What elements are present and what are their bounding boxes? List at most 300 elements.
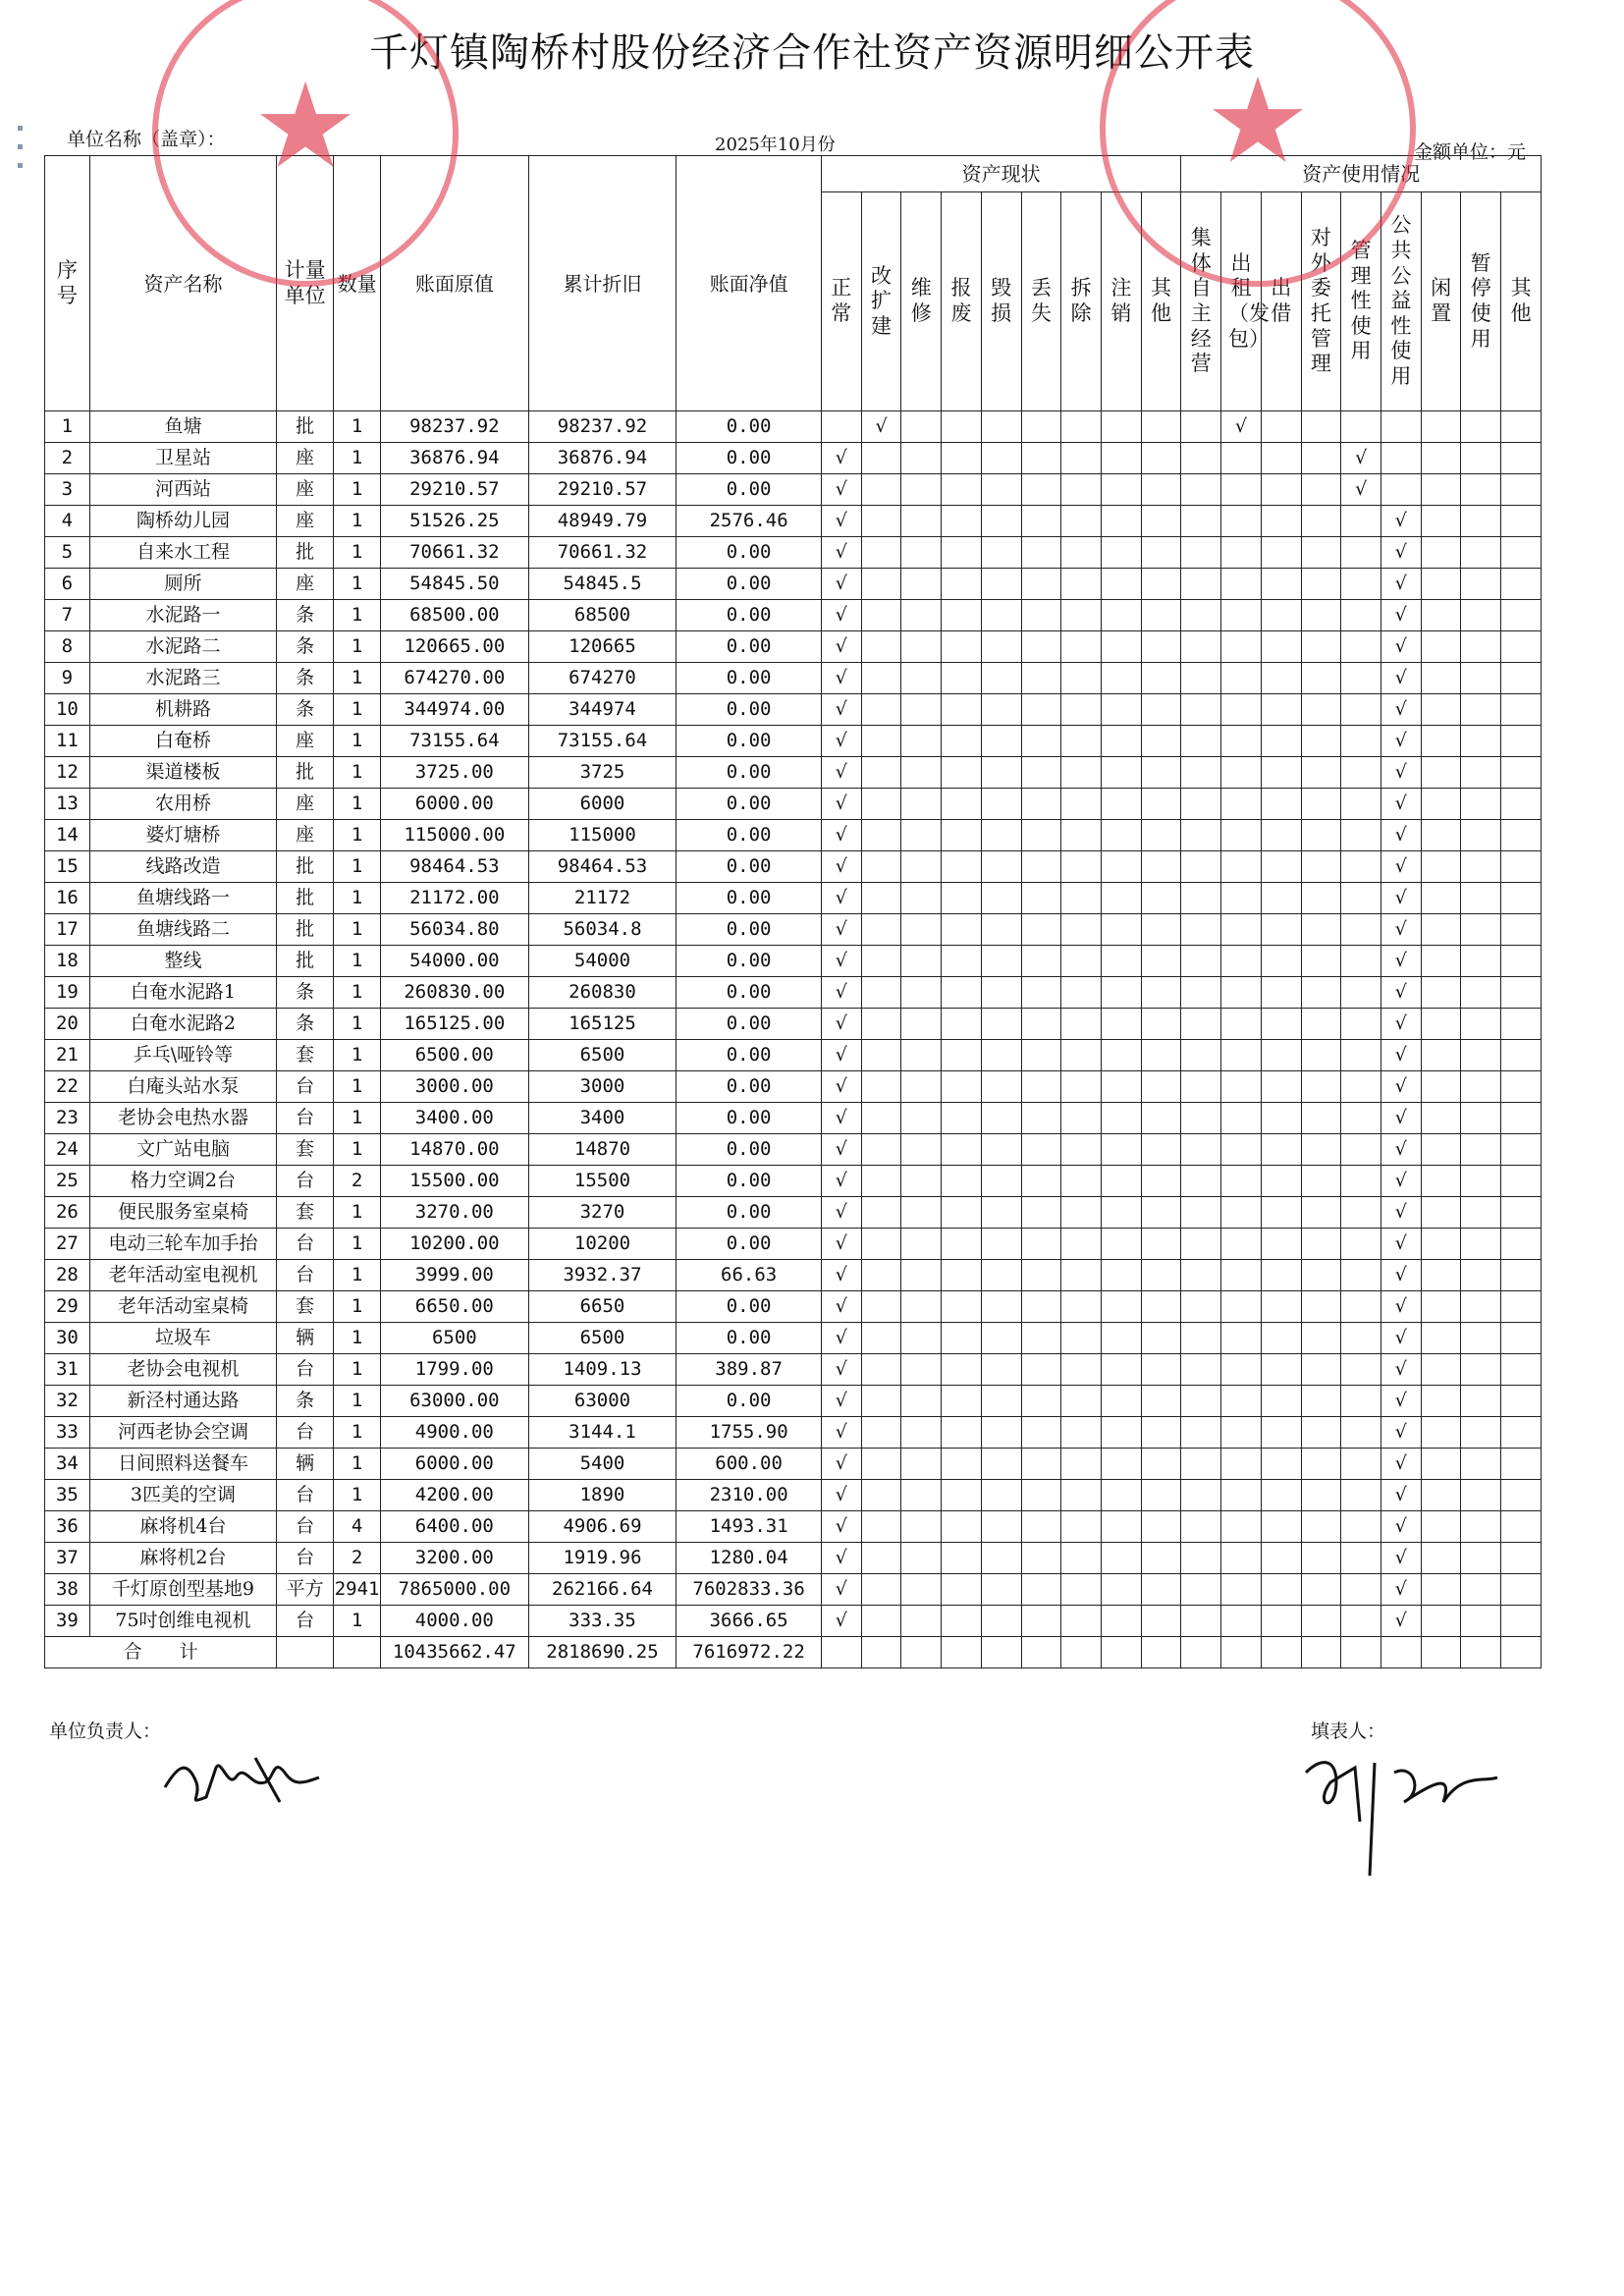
row-use-cell — [1261, 1449, 1301, 1480]
row-qty: 1 — [334, 1134, 381, 1166]
row-status-cell — [1141, 569, 1181, 600]
row-use-cell — [1261, 1197, 1301, 1229]
row-original-value: 260830.00 — [381, 977, 529, 1009]
row-net-value: 389.87 — [677, 1354, 822, 1386]
row-use-cell — [1421, 474, 1461, 506]
row-unit: 台 — [277, 1511, 334, 1543]
row-use-cell — [1341, 1291, 1381, 1323]
row-status-cell — [861, 506, 901, 537]
row-status-cell — [1141, 883, 1181, 914]
row-use-cell — [1501, 946, 1542, 977]
row-status-cell — [1141, 789, 1181, 820]
row-use-cell — [1301, 1449, 1341, 1480]
row-status-cell — [1061, 1449, 1102, 1480]
row-status-cell — [942, 600, 982, 631]
row-status-cell — [1141, 1229, 1181, 1260]
table-row — [45, 1449, 1542, 1480]
row-original-value: 3999.00 — [381, 1260, 529, 1291]
row-depreciation: 15500 — [528, 1166, 677, 1197]
row-use-cell — [1461, 474, 1501, 506]
responsible-person-label: 单位负责人： — [49, 1721, 162, 1742]
row-use-cell — [1261, 820, 1301, 851]
row-use-cell — [1181, 726, 1221, 757]
row-use-cell — [1461, 1197, 1501, 1229]
row-status-cell — [981, 789, 1021, 820]
row-use-cell — [1181, 1543, 1221, 1574]
row-status-cell — [1101, 1009, 1141, 1040]
row-unit: 批 — [277, 537, 334, 569]
row-status-cell — [861, 663, 901, 694]
row-original-value: 4200.00 — [381, 1480, 529, 1511]
row-qty: 1 — [334, 663, 381, 694]
row-use-cell: √ — [1380, 1606, 1421, 1637]
row-use-cell — [1301, 946, 1341, 977]
table-row — [45, 726, 1542, 757]
row-status-cell — [1141, 506, 1181, 537]
row-use-cell — [1341, 789, 1381, 820]
row-use-cell — [1301, 1386, 1341, 1417]
row-asset-name: 乒乓\哑铃等 — [89, 1040, 276, 1071]
row-asset-name: 老年活动室电视机 — [89, 1260, 276, 1291]
row-status-cell — [981, 1071, 1021, 1103]
row-status-cell — [1021, 1354, 1061, 1386]
row-status-cell — [1101, 1323, 1141, 1354]
row-use-cell — [1461, 1354, 1501, 1386]
row-net-value: 0.00 — [677, 1197, 822, 1229]
row-use-cell — [1221, 1103, 1262, 1134]
row-qty: 1 — [334, 820, 381, 851]
row-use-cell — [1181, 537, 1221, 569]
row-use-cell — [1181, 1197, 1221, 1229]
row-status-cell: √ — [861, 411, 901, 443]
row-status-cell — [942, 883, 982, 914]
row-status-cell — [942, 1166, 982, 1197]
total-empty-cell — [1501, 1637, 1542, 1668]
header-name: 资产名称 — [89, 156, 276, 411]
row-use-cell — [1341, 600, 1381, 631]
row-asset-name: 水泥路一 — [89, 600, 276, 631]
row-status-cell — [1021, 757, 1061, 789]
row-use-cell — [1341, 1260, 1381, 1291]
row-use-cell — [1181, 883, 1221, 914]
total-original-value: 10435662.47 — [381, 1637, 529, 1668]
row-use-cell — [1261, 946, 1301, 977]
row-use-cell — [1221, 977, 1262, 1009]
row-status-cell — [942, 1574, 982, 1606]
row-depreciation: 14870 — [528, 1134, 677, 1166]
row-status-cell — [1061, 1009, 1102, 1040]
row-status-cell: √ — [821, 474, 861, 506]
row-status-cell — [1101, 1166, 1141, 1197]
row-status-cell: √ — [821, 1291, 861, 1323]
row-status-cell — [1101, 694, 1141, 726]
table-row — [45, 1040, 1542, 1071]
table-row — [45, 1354, 1542, 1386]
row-use-cell — [1461, 1291, 1501, 1323]
total-empty-cell — [1461, 1637, 1501, 1668]
row-status-cell — [1061, 1354, 1102, 1386]
row-qty: 1 — [334, 914, 381, 946]
row-seq: 21 — [45, 1040, 90, 1071]
row-use-cell — [1261, 1386, 1301, 1417]
row-qty: 1 — [334, 1197, 381, 1229]
row-use-cell — [1181, 914, 1221, 946]
row-unit: 辆 — [277, 1449, 334, 1480]
row-use-cell — [1221, 757, 1262, 789]
row-use-cell — [1501, 1606, 1542, 1637]
row-use-cell — [1341, 537, 1381, 569]
row-status-cell — [1101, 1291, 1141, 1323]
row-status-cell — [1141, 1323, 1181, 1354]
row-use-cell — [1301, 569, 1341, 600]
row-status-cell — [901, 1229, 942, 1260]
row-use-cell — [1461, 1606, 1501, 1637]
row-status-cell — [861, 1071, 901, 1103]
row-status-cell: √ — [821, 914, 861, 946]
row-status-cell — [1021, 631, 1061, 663]
row-use-cell — [1301, 1260, 1341, 1291]
row-seq: 3 — [45, 474, 90, 506]
row-seq: 9 — [45, 663, 90, 694]
row-status-cell — [942, 1071, 982, 1103]
row-status-cell — [1021, 977, 1061, 1009]
row-use-cell — [1461, 411, 1501, 443]
header-status-1: 改扩建 — [861, 192, 901, 411]
row-depreciation: 3000 — [528, 1071, 677, 1103]
row-status-cell — [1141, 1071, 1181, 1103]
row-status-cell — [1061, 977, 1102, 1009]
row-status-cell — [1141, 1354, 1181, 1386]
row-status-cell — [1101, 789, 1141, 820]
row-use-cell — [1501, 977, 1542, 1009]
row-status-cell — [861, 1134, 901, 1166]
row-status-cell — [981, 663, 1021, 694]
row-asset-name: 河西老协会空调 — [89, 1417, 276, 1449]
row-use-cell — [1261, 694, 1301, 726]
row-status-cell: √ — [821, 694, 861, 726]
row-status-cell — [861, 1574, 901, 1606]
row-use-cell: √ — [1341, 474, 1381, 506]
row-use-cell — [1461, 820, 1501, 851]
row-seq: 26 — [45, 1197, 90, 1229]
row-use-cell — [1461, 1040, 1501, 1071]
row-original-value: 54845.50 — [381, 569, 529, 600]
row-use-cell — [1421, 1543, 1461, 1574]
row-seq: 10 — [45, 694, 90, 726]
row-use-cell: √ — [1380, 537, 1421, 569]
row-use-cell — [1421, 914, 1461, 946]
row-use-cell — [1261, 1354, 1301, 1386]
row-seq: 28 — [45, 1260, 90, 1291]
row-asset-name: 麻将机2台 — [89, 1543, 276, 1574]
row-asset-name: 75吋创维电视机 — [89, 1606, 276, 1637]
row-status-cell: √ — [821, 789, 861, 820]
row-use-cell — [1501, 1480, 1542, 1511]
row-asset-name: 麻将机4台 — [89, 1511, 276, 1543]
row-use-cell — [1221, 1040, 1262, 1071]
table-row — [45, 914, 1542, 946]
row-use-cell — [1421, 1386, 1461, 1417]
row-original-value: 344974.00 — [381, 694, 529, 726]
row-use-cell — [1341, 1229, 1381, 1260]
row-status-cell — [861, 600, 901, 631]
row-use-cell — [1501, 1511, 1542, 1543]
row-status-cell — [1101, 1260, 1141, 1291]
row-use-cell — [1341, 757, 1381, 789]
row-status-cell — [861, 1197, 901, 1229]
row-status-cell — [1021, 1543, 1061, 1574]
row-use-cell — [1221, 1291, 1262, 1323]
row-use-cell — [1421, 1071, 1461, 1103]
row-status-cell — [981, 1449, 1021, 1480]
row-status-cell: √ — [821, 506, 861, 537]
row-status-cell — [1061, 1103, 1102, 1134]
row-use-cell — [1301, 1166, 1341, 1197]
row-use-cell — [1181, 1134, 1221, 1166]
row-status-cell — [981, 757, 1021, 789]
row-depreciation: 165125 — [528, 1009, 677, 1040]
header-status-3: 报废 — [942, 192, 982, 411]
row-status-cell: √ — [821, 443, 861, 474]
row-status-cell: √ — [821, 851, 861, 883]
row-unit: 台 — [277, 1543, 334, 1574]
row-status-cell — [981, 1134, 1021, 1166]
row-status-cell — [942, 411, 982, 443]
row-use-cell — [1501, 1134, 1542, 1166]
row-depreciation: 10200 — [528, 1229, 677, 1260]
row-use-cell — [1461, 1134, 1501, 1166]
row-original-value: 98237.92 — [381, 411, 529, 443]
row-net-value: 0.00 — [677, 600, 822, 631]
row-use-cell — [1341, 1323, 1381, 1354]
row-use-cell — [1461, 1260, 1501, 1291]
row-depreciation: 1919.96 — [528, 1543, 677, 1574]
row-status-cell — [1101, 1354, 1141, 1386]
row-use-cell — [1501, 789, 1542, 820]
row-status-cell — [901, 663, 942, 694]
row-use-cell — [1461, 1323, 1501, 1354]
row-use-cell — [1181, 1071, 1221, 1103]
row-net-value: 0.00 — [677, 946, 822, 977]
total-row — [45, 1637, 1542, 1668]
row-status-cell — [861, 1606, 901, 1637]
row-net-value: 0.00 — [677, 569, 822, 600]
row-use-cell: √ — [1380, 694, 1421, 726]
row-seq: 34 — [45, 1449, 90, 1480]
row-qty: 1 — [334, 1103, 381, 1134]
row-unit: 批 — [277, 883, 334, 914]
row-use-cell — [1501, 663, 1542, 694]
row-use-cell: √ — [1380, 914, 1421, 946]
row-status-cell — [942, 569, 982, 600]
row-status-cell: √ — [821, 1166, 861, 1197]
row-status-cell — [1141, 411, 1181, 443]
row-use-cell — [1261, 569, 1301, 600]
row-use-cell: √ — [1380, 1354, 1421, 1386]
table-row — [45, 757, 1542, 789]
row-use-cell — [1341, 1449, 1381, 1480]
row-use-cell — [1221, 1134, 1262, 1166]
row-use-cell — [1421, 851, 1461, 883]
row-status-cell — [1021, 1197, 1061, 1229]
row-status-cell — [1061, 1480, 1102, 1511]
row-status-cell — [981, 946, 1021, 977]
row-status-cell — [1101, 631, 1141, 663]
seal-star-icon: ★ — [1205, 53, 1311, 191]
row-status-cell — [942, 851, 982, 883]
row-use-cell — [1261, 663, 1301, 694]
row-status-cell — [1061, 443, 1102, 474]
row-qty: 4 — [334, 1511, 381, 1543]
row-seq: 31 — [45, 1354, 90, 1386]
row-qty: 1 — [334, 1229, 381, 1260]
row-use-cell — [1461, 1417, 1501, 1449]
row-use-cell — [1421, 1323, 1461, 1354]
row-unit: 批 — [277, 411, 334, 443]
row-net-value: 600.00 — [677, 1449, 822, 1480]
row-status-cell — [942, 1260, 982, 1291]
row-use-cell — [1181, 946, 1221, 977]
total-empty-cell — [942, 1637, 982, 1668]
row-original-value: 51526.25 — [381, 506, 529, 537]
row-use-cell — [1261, 600, 1301, 631]
header-use-4: 管理性使用 — [1341, 192, 1381, 411]
table-body — [45, 411, 1542, 1668]
row-use-cell — [1221, 474, 1262, 506]
row-status-cell — [901, 1480, 942, 1511]
table-row — [45, 663, 1542, 694]
row-use-cell — [1380, 411, 1421, 443]
row-status-cell — [901, 1071, 942, 1103]
row-unit: 台 — [277, 1417, 334, 1449]
row-unit: 台 — [277, 1103, 334, 1134]
row-asset-name: 新泾村通达路 — [89, 1386, 276, 1417]
row-use-cell — [1301, 1040, 1341, 1071]
row-status-cell: √ — [821, 663, 861, 694]
row-status-cell — [861, 820, 901, 851]
row-original-value: 29210.57 — [381, 474, 529, 506]
row-status-cell — [942, 631, 982, 663]
row-status-cell — [901, 1449, 942, 1480]
row-use-cell — [1301, 1574, 1341, 1606]
row-status-cell — [1061, 474, 1102, 506]
row-use-cell — [1301, 726, 1341, 757]
row-status-cell — [1061, 1197, 1102, 1229]
row-depreciation: 6500 — [528, 1040, 677, 1071]
row-status-cell — [1101, 946, 1141, 977]
row-use-cell — [1181, 1291, 1221, 1323]
row-net-value: 0.00 — [677, 694, 822, 726]
row-use-cell — [1461, 1386, 1501, 1417]
row-use-cell — [1221, 851, 1262, 883]
row-use-cell — [1501, 1543, 1542, 1574]
row-use-cell — [1261, 537, 1301, 569]
row-use-cell — [1341, 851, 1381, 883]
row-status-cell — [1061, 1134, 1102, 1166]
row-status-cell — [981, 1103, 1021, 1134]
row-asset-name: 自来水工程 — [89, 537, 276, 569]
row-use-cell — [1221, 1606, 1262, 1637]
row-use-cell — [1501, 1166, 1542, 1197]
row-status-cell — [1061, 1386, 1102, 1417]
row-status-cell — [901, 1386, 942, 1417]
row-depreciation: 98237.92 — [528, 411, 677, 443]
row-use-cell — [1301, 1134, 1341, 1166]
row-depreciation: 54845.5 — [528, 569, 677, 600]
row-seq: 17 — [45, 914, 90, 946]
row-status-cell — [942, 443, 982, 474]
total-empty-cell — [1181, 1637, 1221, 1668]
row-use-cell — [1380, 443, 1421, 474]
row-status-cell — [1021, 474, 1061, 506]
row-status-cell — [1101, 1417, 1141, 1449]
row-unit: 条 — [277, 663, 334, 694]
row-status-cell — [861, 1040, 901, 1071]
row-qty: 2 — [334, 1166, 381, 1197]
table-row — [45, 789, 1542, 820]
row-status-cell — [1141, 1480, 1181, 1511]
row-asset-name: 陶桥幼儿园 — [89, 506, 276, 537]
row-use-cell — [1181, 1229, 1221, 1260]
row-use-cell — [1421, 977, 1461, 1009]
row-use-cell — [1301, 757, 1341, 789]
row-original-value: 21172.00 — [381, 883, 529, 914]
row-use-cell — [1181, 757, 1221, 789]
row-use-cell — [1341, 1480, 1381, 1511]
row-depreciation: 3144.1 — [528, 1417, 677, 1449]
row-depreciation: 29210.57 — [528, 474, 677, 506]
table-row — [45, 1480, 1542, 1511]
row-seq: 23 — [45, 1103, 90, 1134]
row-use-cell — [1501, 1040, 1542, 1071]
row-use-cell — [1221, 1166, 1262, 1197]
header-unit: 计量单位 — [277, 156, 334, 411]
row-use-cell — [1501, 1260, 1542, 1291]
row-status-cell — [942, 946, 982, 977]
row-use-cell — [1181, 1166, 1221, 1197]
row-original-value: 4900.00 — [381, 1417, 529, 1449]
row-status-cell: √ — [821, 1417, 861, 1449]
row-use-cell — [1461, 694, 1501, 726]
row-seq: 24 — [45, 1134, 90, 1166]
row-seq: 18 — [45, 946, 90, 977]
row-asset-name: 千灯原创型基地9 — [89, 1574, 276, 1606]
row-use-cell — [1341, 411, 1381, 443]
total-empty-cell — [861, 1637, 901, 1668]
row-use-cell — [1221, 1386, 1262, 1417]
row-asset-name: 便民服务室桌椅 — [89, 1197, 276, 1229]
row-status-cell — [1061, 1071, 1102, 1103]
row-status-cell — [981, 1197, 1021, 1229]
header-status-7: 注销 — [1101, 192, 1141, 411]
row-status-cell — [861, 1543, 901, 1574]
row-original-value: 73155.64 — [381, 726, 529, 757]
row-asset-name: 鱼塘 — [89, 411, 276, 443]
row-status-cell: √ — [821, 1197, 861, 1229]
row-status-cell: √ — [821, 1606, 861, 1637]
row-status-cell: √ — [821, 1323, 861, 1354]
row-status-cell — [1061, 1291, 1102, 1323]
row-status-cell — [1061, 1574, 1102, 1606]
row-status-cell — [1021, 1511, 1061, 1543]
row-status-cell — [901, 1197, 942, 1229]
row-status-cell — [1021, 1480, 1061, 1511]
row-status-cell — [981, 569, 1021, 600]
row-qty: 1 — [334, 946, 381, 977]
row-asset-name: 日间照料送餐车 — [89, 1449, 276, 1480]
row-status-cell — [1061, 883, 1102, 914]
row-seq: 27 — [45, 1229, 90, 1260]
